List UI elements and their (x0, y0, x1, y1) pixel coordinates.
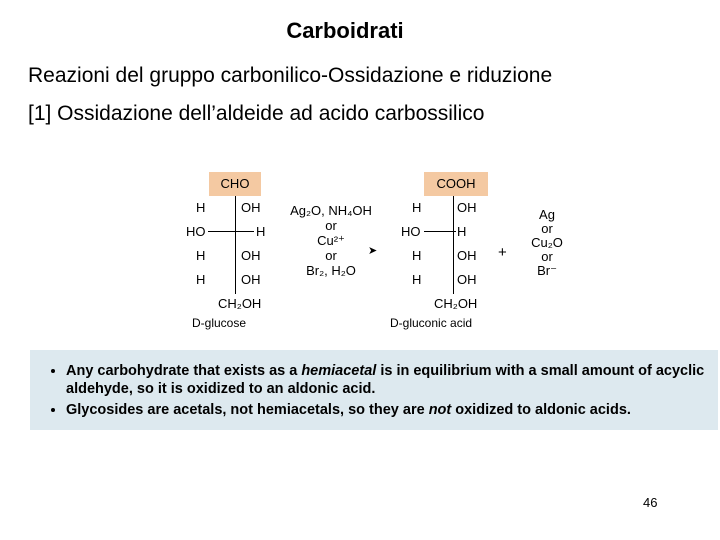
byproduct-2: Cu₂O (531, 235, 563, 250)
note1-emphasis: hemiacetal (301, 363, 377, 379)
reagent-or-2: or (325, 248, 337, 263)
reaction-arrow-icon: ➤ (368, 245, 378, 257)
page-number: 46 (643, 495, 658, 510)
note1-text-b: is in equilibrium with a small amount of acyclic aldehyde, so it is oxidized to an aldonic acid. (66, 363, 705, 397)
reactant-row1-left: H (196, 200, 206, 215)
product-row1-left: H (412, 200, 422, 215)
product-acid-box (424, 172, 488, 196)
reagent-3: Br₂, H₂O (306, 263, 356, 278)
note2-emphasis: not (428, 402, 452, 418)
reagent-1: Ag₂O, NH₄OH (290, 203, 372, 218)
note-item-hemiacetal (66, 362, 718, 398)
reactant-backbone (235, 196, 236, 294)
note2-text-a: Glycosides are acetals, not hemiacetals, so they are (66, 402, 429, 418)
reactant-row2-right: H (256, 224, 266, 239)
product-row2-left: HO (401, 224, 421, 239)
reactant-row4-left: H (196, 272, 206, 287)
note-item-glycosides (66, 401, 718, 419)
product-top-group: COOH (436, 176, 476, 191)
reactant-bottom: CH₂OH (218, 296, 262, 311)
note2-text-b: oxidized to aldonic acids. (451, 402, 631, 418)
byproduct-3: Br⁻ (537, 263, 557, 278)
product-row3-right: OH (457, 248, 477, 263)
product-name: D-gluconic acid (390, 316, 473, 330)
reactant-row3-right: OH (241, 248, 261, 263)
slide-subtitle: Reazioni del gruppo carbonilico-Ossidazione e riduzione (28, 64, 553, 87)
reactant-row3-left: H (196, 248, 206, 263)
reagent-2: Cu²⁺ (317, 233, 345, 248)
reaction-scheme (0, 160, 720, 340)
reagent-stack (280, 204, 382, 277)
reactant-row2-left: HO (186, 224, 206, 239)
byproduct-or-2: or (541, 249, 553, 264)
note1-text-a: Any carbohydrate that exists as a (66, 363, 302, 379)
section-heading: [1] Ossidazione dell’aldeide ad acido carbossilico (28, 102, 485, 125)
product-bottom: CH₂OH (434, 296, 478, 311)
product-backbone (453, 196, 454, 294)
notes-box (30, 350, 718, 430)
reactant-aldehyde-box (209, 172, 261, 196)
byproduct-stack (522, 208, 572, 277)
product-row4-left: H (412, 272, 422, 287)
reactant-top-group: CHO (220, 176, 250, 191)
plus-sign: + (498, 244, 507, 261)
product-row2-bond (424, 231, 456, 232)
product-row3-left: H (412, 248, 422, 263)
notes-list (30, 350, 718, 419)
product-row1-right: OH (457, 200, 477, 215)
slide-title: Carboidrati (286, 18, 404, 43)
reactant-row1-right: OH (241, 200, 261, 215)
byproduct-or-1: or (541, 221, 553, 236)
reagent-or-1: or (325, 218, 337, 233)
reactant-row2-bond (208, 231, 254, 232)
reactant-row4-right: OH (241, 272, 261, 287)
reactant-name: D-glucose (192, 316, 247, 330)
product-row4-right: OH (457, 272, 477, 287)
byproduct-1: Ag (539, 207, 555, 222)
product-row2-right: H (457, 224, 467, 239)
